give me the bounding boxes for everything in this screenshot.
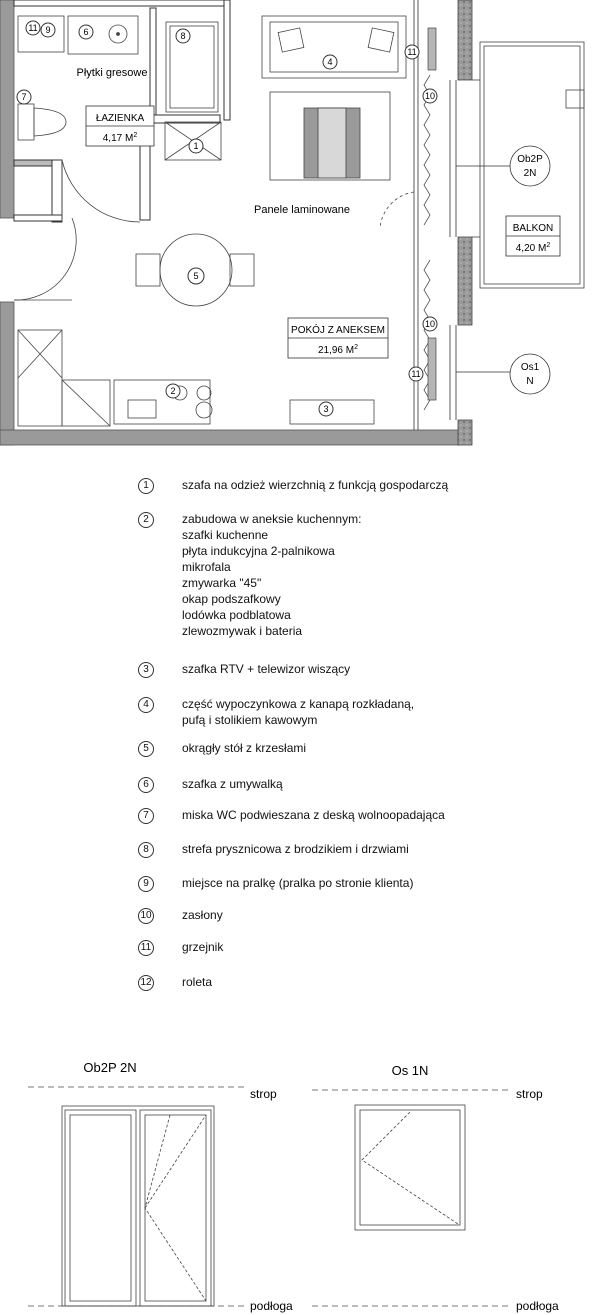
legend-number: 11 bbox=[138, 940, 154, 956]
legend-description bbox=[182, 875, 413, 891]
legend-number: 3 bbox=[138, 662, 154, 678]
os1-tag-line1: Os1 bbox=[520, 362, 540, 373]
facade-pillars bbox=[458, 0, 472, 445]
ob2p-top-label: strop bbox=[250, 1087, 277, 1101]
marker-6: 6 bbox=[83, 27, 89, 37]
os1-top-label: strop bbox=[516, 1087, 543, 1101]
ob2p-elevation-title: Ob2P 2N bbox=[83, 1060, 137, 1075]
os1-tag-line2: N bbox=[526, 376, 534, 387]
legend-line: szafki kuchenne bbox=[182, 528, 269, 542]
legend-number: 4 bbox=[138, 697, 154, 713]
legend-description bbox=[182, 511, 361, 639]
legend-line: płyta indukcyjna 2-palnikowa bbox=[182, 544, 335, 558]
marker-7: 7 bbox=[21, 92, 27, 102]
marker-11-top: 11 bbox=[407, 47, 417, 57]
floor-plan bbox=[0, 0, 600, 450]
legend-description bbox=[182, 841, 409, 857]
legend-description bbox=[182, 477, 448, 493]
ob2p-tag-line1: Ob2P bbox=[517, 154, 543, 165]
main-floor-label: Panele laminowane bbox=[253, 204, 351, 216]
legend-number: 7 bbox=[138, 808, 154, 824]
legend-line: zabudowa w aneksie kuchennym: bbox=[182, 512, 362, 526]
ob2p-bottom-label: podłoga bbox=[250, 1299, 293, 1313]
bathroom-floor-label: Płytki gresowe bbox=[76, 67, 148, 79]
legend-line: zlewozmywak i bateria bbox=[182, 624, 303, 638]
main-room-area: 21,96 M bbox=[317, 345, 355, 356]
legend-number: 8 bbox=[138, 842, 154, 858]
legend-line: część wypoczynkowa z kanapą rozkładaną, bbox=[182, 697, 415, 711]
legend-line: pufą i stolikiem kawowym bbox=[182, 713, 318, 727]
legend-description bbox=[182, 974, 212, 990]
bathroom-area: 4,17 M bbox=[102, 133, 134, 144]
legend-line: zmywarka "45" bbox=[182, 576, 262, 590]
main-room-area-sup: 2 bbox=[354, 344, 359, 351]
ob2p-tag-line2: 2N bbox=[523, 168, 537, 179]
legend-number: 2 bbox=[138, 512, 154, 528]
legend-number: 10 bbox=[138, 908, 154, 924]
svg-text:4,17 M2 bbox=[103, 132, 138, 144]
balcony-area: 4,20 M bbox=[515, 243, 547, 254]
os1-elevation-title: Os 1N bbox=[391, 1063, 429, 1078]
legend-number: 1 bbox=[138, 478, 154, 494]
balcony-area-sup: 2 bbox=[546, 242, 551, 249]
elevation-os1 bbox=[312, 1063, 559, 1313]
legend-number: 6 bbox=[138, 777, 154, 793]
elevation-ob2p bbox=[28, 1060, 293, 1313]
legend-line: roleta bbox=[182, 975, 213, 989]
bathroom-label-box bbox=[86, 106, 154, 146]
marker-4: 4 bbox=[327, 57, 333, 67]
legend-description bbox=[182, 939, 223, 955]
doors bbox=[14, 160, 414, 300]
main-room-label-box bbox=[288, 318, 388, 358]
marker-3: 3 bbox=[323, 404, 329, 414]
legend-line: szafka RTV + telewizor wiszący bbox=[182, 662, 351, 676]
marker-9: 9 bbox=[45, 25, 51, 35]
legend-line: miska WC podwieszana z deską wolnoopadająca bbox=[182, 808, 445, 822]
main-room-name: POKÓJ Z ANEKSEM bbox=[291, 325, 385, 336]
legend-line: okap podszafkowy bbox=[182, 592, 281, 606]
balcony-name: BALKON bbox=[512, 223, 554, 234]
legend-line: szafka z umywalką bbox=[182, 777, 283, 791]
marker-2: 2 bbox=[170, 386, 176, 396]
svg-text:21,96 M2 bbox=[318, 344, 358, 356]
legend-line: mikrofala bbox=[182, 560, 231, 574]
window-tag-ob2p bbox=[456, 146, 550, 186]
legend-line: grzejnik bbox=[182, 940, 224, 954]
legend-description bbox=[182, 907, 223, 923]
legend-number: 5 bbox=[138, 741, 154, 757]
marker-11-bottom: 11 bbox=[411, 369, 421, 379]
legend-line: lodówka podblatowa bbox=[182, 608, 291, 622]
legend-description bbox=[182, 661, 350, 677]
svg-text:4,20 M2 bbox=[516, 242, 551, 254]
os1-bottom-label: podłoga bbox=[516, 1299, 559, 1313]
window-tag-os1 bbox=[456, 354, 550, 394]
bathroom-name: ŁAZIENKA bbox=[95, 113, 145, 124]
marker-10-bottom: 10 bbox=[424, 319, 436, 329]
legend-line: okrągły stół z krzesłami bbox=[182, 741, 307, 755]
marker-10-top: 10 bbox=[424, 91, 436, 101]
legend-line: strefa prysznicowa z brodzikiem i drzwiami bbox=[182, 842, 409, 856]
window-elevations bbox=[0, 1050, 600, 1315]
legend-description bbox=[182, 807, 445, 823]
marker-11-bath: 11 bbox=[28, 23, 38, 33]
legend-description bbox=[182, 696, 414, 728]
legend-line: miejsce na pralkę (pralka po stronie klienta) bbox=[182, 876, 414, 890]
legend-line: szafa na odzież wierzchnią z funkcją gospodarczą bbox=[182, 478, 449, 492]
legend-description bbox=[182, 776, 283, 792]
legend-line: zasłony bbox=[182, 908, 223, 922]
legend-number: 12 bbox=[138, 975, 154, 991]
marker-1: 1 bbox=[193, 141, 199, 151]
legend-description bbox=[182, 740, 306, 756]
marker-8: 8 bbox=[180, 31, 186, 41]
legend-number: 9 bbox=[138, 876, 154, 892]
balcony-label-box bbox=[506, 216, 560, 256]
marker-5: 5 bbox=[193, 271, 199, 281]
bathroom-area-sup: 2 bbox=[133, 132, 138, 139]
